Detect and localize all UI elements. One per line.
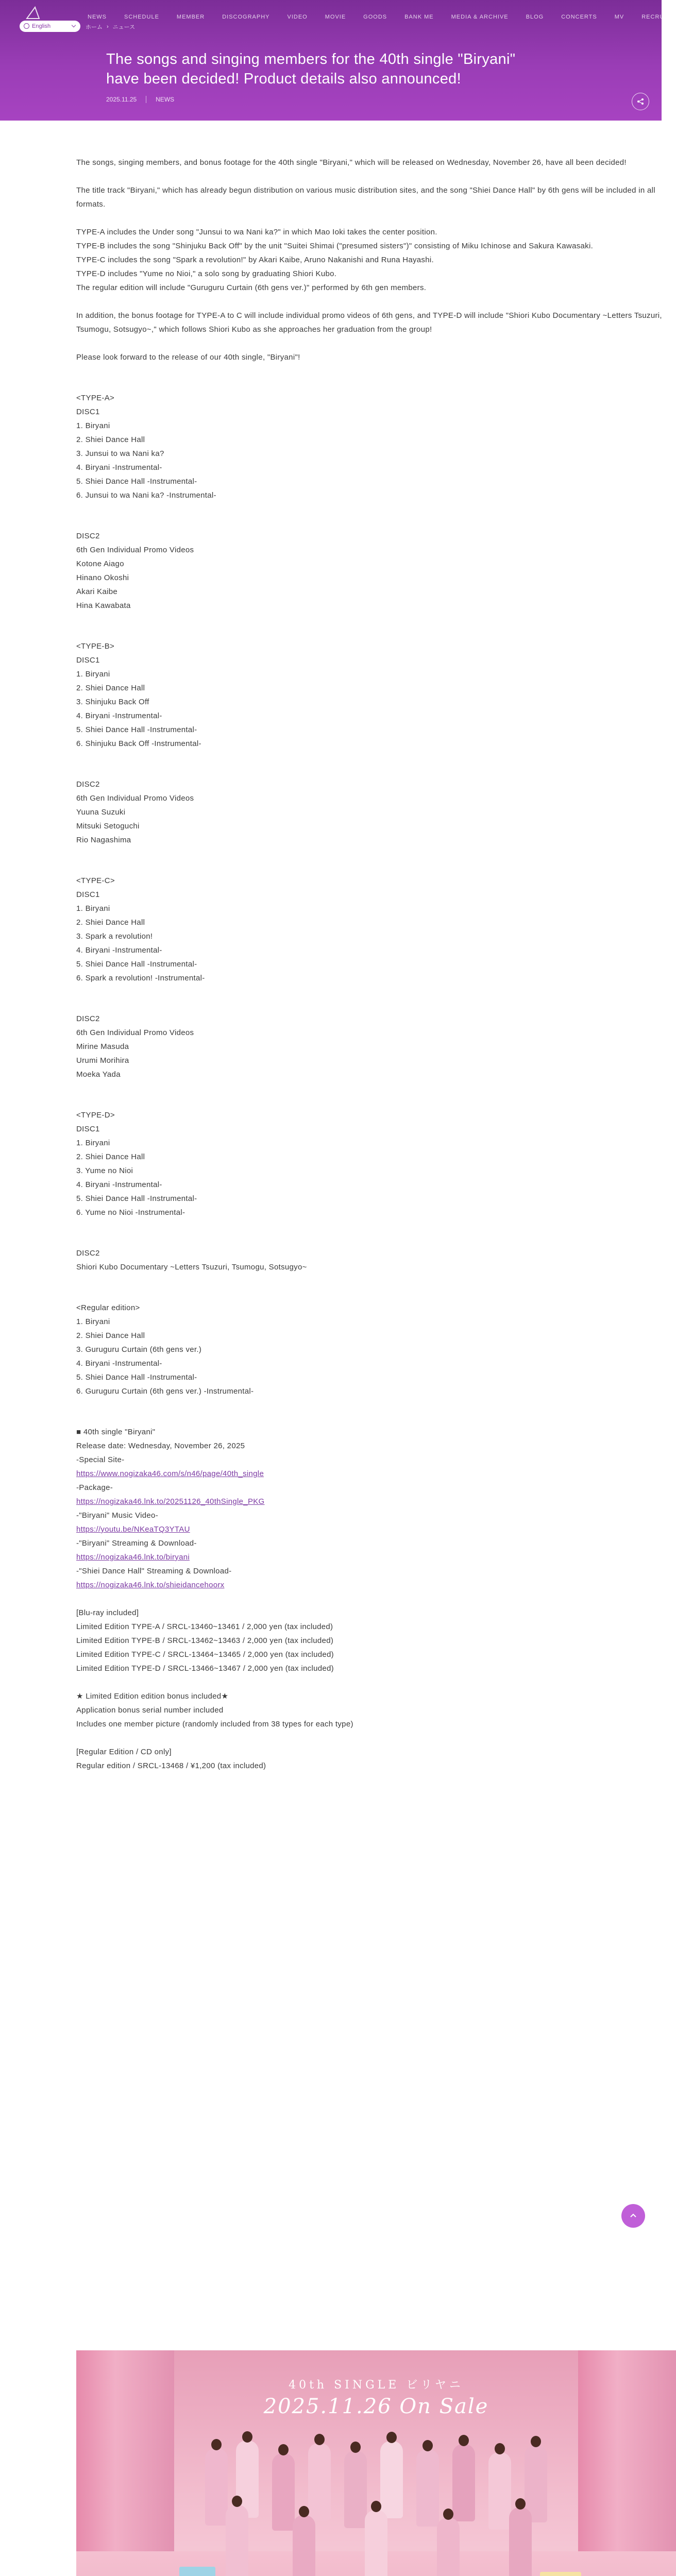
- member-figure: [452, 2444, 475, 2521]
- article-paragraph: The songs, singing members, and bonus footage for the 40th single "Biryani," which will be released on Wednesday, November 26, have all been decided!: [76, 158, 627, 167]
- page-title: The songs and singing members for the 40th single "Biryani" have been decided! Product details also announced!: [106, 51, 516, 87]
- nav-item-movie[interactable]: MOVIE: [325, 14, 346, 20]
- chevron-down-icon: [72, 23, 76, 27]
- globe-icon: [24, 23, 29, 29]
- nav-item-blog[interactable]: BLOG: [526, 14, 544, 20]
- gift-box: [540, 2572, 581, 2576]
- nav-item-discography[interactable]: DISCOGRAPHY: [222, 14, 270, 20]
- article-paragraph: TYPE-A includes the Under song "Junsui to wa Nani ka?" in which Mao Ioki takes the center position. TYPE-B includes the song "Shinjuku Back Off" by the unit "Suitei Shimai ("presumed sisters")" consisting of Miku Ichinose and Sakura Kawasaki. TYPE-C includes the song "Spark a revolution!" by Akari Kaibe, Aruno Nakanishi and Runa Hayashi. TYPE-D includes "Yume no Nioi," a solo song by graduating Shiori Kubo. The regular edition will include "Guruguru Curtain (6th gens ver.)" performed by 6th gen members.: [76, 228, 594, 292]
- chevron-up-icon: [629, 2212, 637, 2220]
- member-figure: [509, 2507, 532, 2576]
- mv-label: -"Biryani" Music Video-: [76, 1511, 158, 1520]
- nav-item-member[interactable]: MEMBER: [176, 14, 205, 20]
- member-figure: [344, 2451, 367, 2528]
- member-figure: [437, 2518, 460, 2576]
- member-figure: [365, 2510, 387, 2576]
- limited-bonus: ★ Limited Edition edition bonus included★ Application bonus serial number included Includes one member picture (randomly included from 38 types for each type): [76, 1692, 353, 1728]
- member-figure: [380, 2441, 403, 2518]
- nav-item-news[interactable]: NEWS: [88, 14, 107, 20]
- article-paragraph: In addition, the bonus footage for TYPE-A to C will include individual promo videos of 6th gens, and TYPE-D will include "Shiori Kubo Documentary ~Letters Tsuzuri, Tsumogu, Sotsugyo~," which follows Shiori Kubo as she approaches her graduation from the group!: [76, 311, 665, 334]
- disc2-type-d: DISC2 Shiori Kubo Documentary ~Letters Tsuzuri, Tsumogu, Sotsugyo~: [76, 1249, 307, 1272]
- article-paragraph: The title track "Biryani," which has already begun distribution on various music distribution sites, and the song "Shiei Dance Hall" by 6th gens will be included in all formats.: [76, 186, 658, 209]
- package-link[interactable]: https://nogizaka46.lnk.to/20251126_40thSingle_PKG: [76, 1497, 265, 1506]
- tracklist-type-d: <TYPE-D> DISC1 1. Biryani 2. Shiei Dance Hall 3. Yume no Nioi 4. Biryani -Instrumental- 5. Shiei Dance Hall -Instrumental- 6. Yume no Nioi -Instrumental-: [76, 1111, 197, 1217]
- share-icon: [637, 98, 644, 105]
- member-figure: [205, 2448, 228, 2526]
- language-select[interactable]: [20, 21, 80, 32]
- nav-item-mv[interactable]: MV: [614, 14, 624, 20]
- member-figure: [226, 2505, 248, 2576]
- tracklist-type-b: <TYPE-B> DISC1 1. Biryani 2. Shiei Dance Hall 3. Shinjuku Back Off 4. Biryani -Instrumental- 5. Shiei Dance Hall -Instrumental- 6. Shinjuku Back Off -Instrumental-: [76, 642, 201, 748]
- article-date: 2025.11.25: [106, 96, 137, 103]
- tracklist-type-a: <TYPE-A> DISC1 1. Biryani 2. Shiei Dance Hall 3. Junsui to wa Nani ka? 4. Biryani -Instrumental- 5. Shiei Dance Hall -Instrumental- 6. Junsui to wa Nani ka? -Instrumental-: [76, 394, 216, 500]
- bluray-editions: [Blu-ray included] Limited Edition TYPE-A / SRCL-13460~13461 / 2,000 yen (tax included) Limited Edition TYPE-B / SRCL-13462~13463 / 2,000 yen (tax included) Limited Edition TYPE-C / SRCL-13464~13465 / 2,000 yen (tax included) Limited Edition TYPE-D / SRCL-13466~13467 / 2,000 yen (tax included): [76, 1608, 334, 1673]
- special-site-label: -Special Site-: [76, 1455, 125, 1464]
- release-date: Release date: Wednesday, November 26, 2025: [76, 1442, 245, 1450]
- member-figure: [416, 2449, 439, 2527]
- scroll-top-button[interactable]: [621, 2204, 645, 2228]
- nav-item-goods[interactable]: GOODS: [363, 14, 387, 20]
- streaming-link[interactable]: https://nogizaka46.lnk.to/biryani: [76, 1553, 190, 1562]
- gift-box: [179, 2567, 215, 2576]
- nav-item-bank[interactable]: BANK ME: [404, 14, 434, 20]
- shiei-label: -"Shiei Dance Hall" Streaming & Download-: [76, 1567, 232, 1575]
- music-video-link[interactable]: https://youtu.be/NKeaTQ3YTAU: [76, 1525, 190, 1534]
- nav-item-concerts[interactable]: CONCERTS: [561, 14, 597, 20]
- nav-item-schedule[interactable]: SCHEDULE: [124, 14, 159, 20]
- photo-caption-date: 2025.11.26 On Sale: [263, 2395, 489, 2418]
- nav-item-video[interactable]: VIDEO: [287, 14, 308, 20]
- nav-item-recruit[interactable]: RECRUIT: [641, 14, 671, 20]
- regular-edition: [Regular Edition / CD only] Regular edition / SRCL-13468 / ¥1,200 (tax included): [76, 1748, 266, 1770]
- article-body: [76, 156, 672, 1773]
- member-figure: [293, 2515, 315, 2576]
- tracklist-type-c: <TYPE-C> DISC1 1. Biryani 2. Shiei Dance Hall 3. Spark a revolution! 4. Biryani -Instrumental- 5. Shiei Dance Hall -Instrumental- 6. Spark a revolution! -Instrumental-: [76, 876, 205, 982]
- special-site-link[interactable]: https://www.nogizaka46.com/s/n46/page/40th_single: [76, 1469, 264, 1478]
- breadcrumb-separator-icon: ›: [107, 24, 109, 30]
- member-figure: [488, 2452, 511, 2530]
- article-paragraph: Please look forward to the release of our 40th single, "Biryani"!: [76, 353, 300, 362]
- article-category[interactable]: NEWS: [156, 96, 175, 103]
- share-button[interactable]: [632, 93, 649, 110]
- nav-item-media[interactable]: MEDIA & ARCHIVE: [451, 14, 509, 20]
- global-nav: [88, 9, 671, 25]
- page-header: [0, 0, 671, 121]
- photo-caption-title: 40th SINGLE ビリヤニ: [289, 2379, 464, 2392]
- shiei-streaming-link[interactable]: https://nogizaka46.lnk.to/shieidancehoorx: [76, 1581, 225, 1589]
- package-label: -Package-: [76, 1483, 113, 1492]
- disc2-type-a: DISC2 6th Gen Individual Promo Videos Kotone Aiago Hinano Okoshi Akari Kaibe Hina Kawabata: [76, 532, 194, 610]
- article-meta: [106, 96, 174, 103]
- release-heading: ■ 40th single "Biryani": [76, 1428, 156, 1436]
- member-figure: [272, 2453, 295, 2531]
- breadcrumb-news[interactable]: ニュース: [112, 24, 136, 30]
- single-jacket-photo: [76, 2350, 676, 2576]
- breadcrumb-home[interactable]: ホーム: [86, 24, 103, 30]
- disc2-type-c: DISC2 6th Gen Individual Promo Videos Mirine Masuda Urumi Morihira Moeka Yada: [76, 1014, 194, 1079]
- tracklist-regular: <Regular edition> 1. Biryani 2. Shiei Dance Hall 3. Guruguru Curtain (6th gens ver.) 4. Biryani -Instrumental- 5. Shiei Dance Hall -Instrumental- 6. Guruguru Curtain (6th gens ver.) -Instrumental-: [76, 1303, 254, 1396]
- streaming-label: -"Biryani" Streaming & Download-: [76, 1539, 197, 1548]
- disc2-type-b: DISC2 6th Gen Individual Promo Videos Yuuna Suzuki Mitsuki Setoguchi Rio Nagashima: [76, 780, 194, 844]
- breadcrumb: [86, 23, 135, 31]
- language-label: English: [32, 23, 51, 29]
- member-figure: [308, 2443, 331, 2520]
